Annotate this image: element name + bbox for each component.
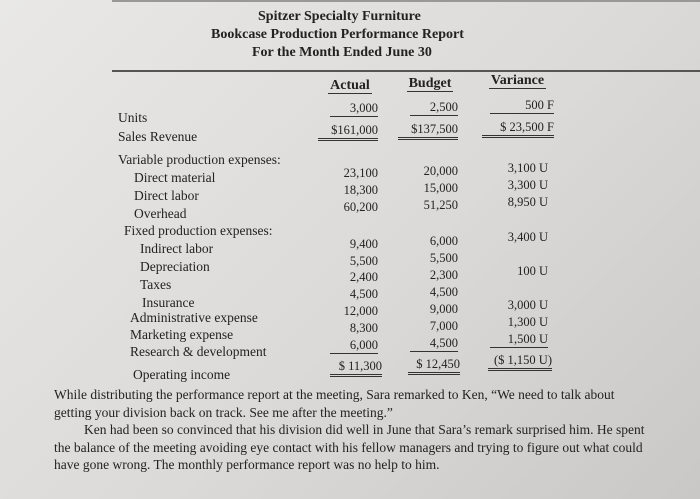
col-actual: Actual [330,78,370,93]
col-budget: Budget [408,76,452,91]
row-label-direct-material: Direct material [134,170,216,185]
row-label-sales: Sales Revenue [118,129,198,144]
rd-budget: 4,500 [410,336,458,352]
row-label-direct-labor: Direct labor [134,188,199,203]
mkt-actual: 8,300 [349,321,378,335]
dm-budget: 20,000 [423,164,458,178]
ins-budget: 4,500 [429,285,458,299]
company-name: Spitzer Specialty Furniture [258,9,421,24]
tax-actual: 2,400 [349,270,378,284]
row-label-marketing: Marketing expense [130,327,234,342]
sales-actual: $161,000 [318,123,378,141]
sales-budget: $137,500 [398,122,458,140]
oh-actual: 60,200 [343,200,378,214]
row-label-indirect-labor: Indirect labor [140,241,214,256]
tax-budget: 2,300 [429,268,458,282]
sales-variance: $ 23,500 F [482,120,554,138]
dl-actual: 18,300 [343,183,378,197]
rd-variance: 1,500 U [490,332,548,348]
row-label-taxes: Taxes [140,277,172,292]
row-label-units: Units [118,110,148,125]
admin-variance: 3,000 U [507,298,548,312]
narrative-paragraph-1: While distributing the performance report at the meeting, Sara remarked to Ken, “We need to talk about getting your division back on track. See me after the meeting.” [54,387,615,420]
header-rule [112,70,700,72]
ins-actual: 4,500 [349,287,378,301]
col-variance: Variance [490,73,545,88]
il-budget: 6,000 [429,234,458,248]
section-variable: Variable production expenses: [118,152,281,167]
row-label-rd: Research & development [130,344,267,359]
top-rule [112,0,700,2]
oi-actual: $ 11,300 [330,359,382,377]
units-budget: 2,500 [410,100,458,116]
tax-variance: 100 U [517,264,548,278]
dm-actual: 23,100 [343,166,378,180]
row-label-overhead: Overhead [134,206,187,221]
dl-budget: 15,000 [423,181,458,195]
dep-actual: 5,500 [349,254,378,268]
row-label-admin: Administrative expense [130,310,258,325]
row-label-insurance: Insurance [142,295,195,310]
oh-variance: 8,950 U [507,195,548,209]
oi-budget: $ 12,450 [408,357,460,375]
row-label-operating-income: Operating income [133,367,231,382]
units-variance: 500 F [490,98,554,114]
report-period: For the Month Ended June 30 [252,45,432,60]
admin-actual: 12,000 [343,304,378,318]
mkt-budget: 7,000 [429,319,458,333]
oi-variance: ($ 1,150 U) [488,353,552,371]
narrative-text [54,386,646,474]
row-label-depreciation: Depreciation [140,259,210,274]
il-actual: 9,400 [349,237,378,251]
section-fixed: Fixed production expenses: [124,223,273,238]
oh-budget: 51,250 [423,198,458,212]
dl-variance: 3,300 U [507,178,548,192]
dep-budget: 5,500 [429,251,458,265]
narrative-paragraph-2: Ken had been so convinced that his division did well in June that Sara’s remark surprised him. He spent the balance of the meeting avoiding eye contact with his fellow managers and trying to figure out what could have gone wrong. The monthly performance report was no help to him. [54,422,645,472]
units-actual: 3,000 [330,101,378,117]
rd-actual: 6,000 [330,338,378,354]
il-variance: 3,400 U [507,230,548,244]
dm-variance: 3,100 U [507,161,548,175]
admin-budget: 9,000 [429,302,458,316]
mkt-variance: 1,300 U [507,315,548,329]
report-title: Bookcase Production Performance Report [211,27,464,42]
